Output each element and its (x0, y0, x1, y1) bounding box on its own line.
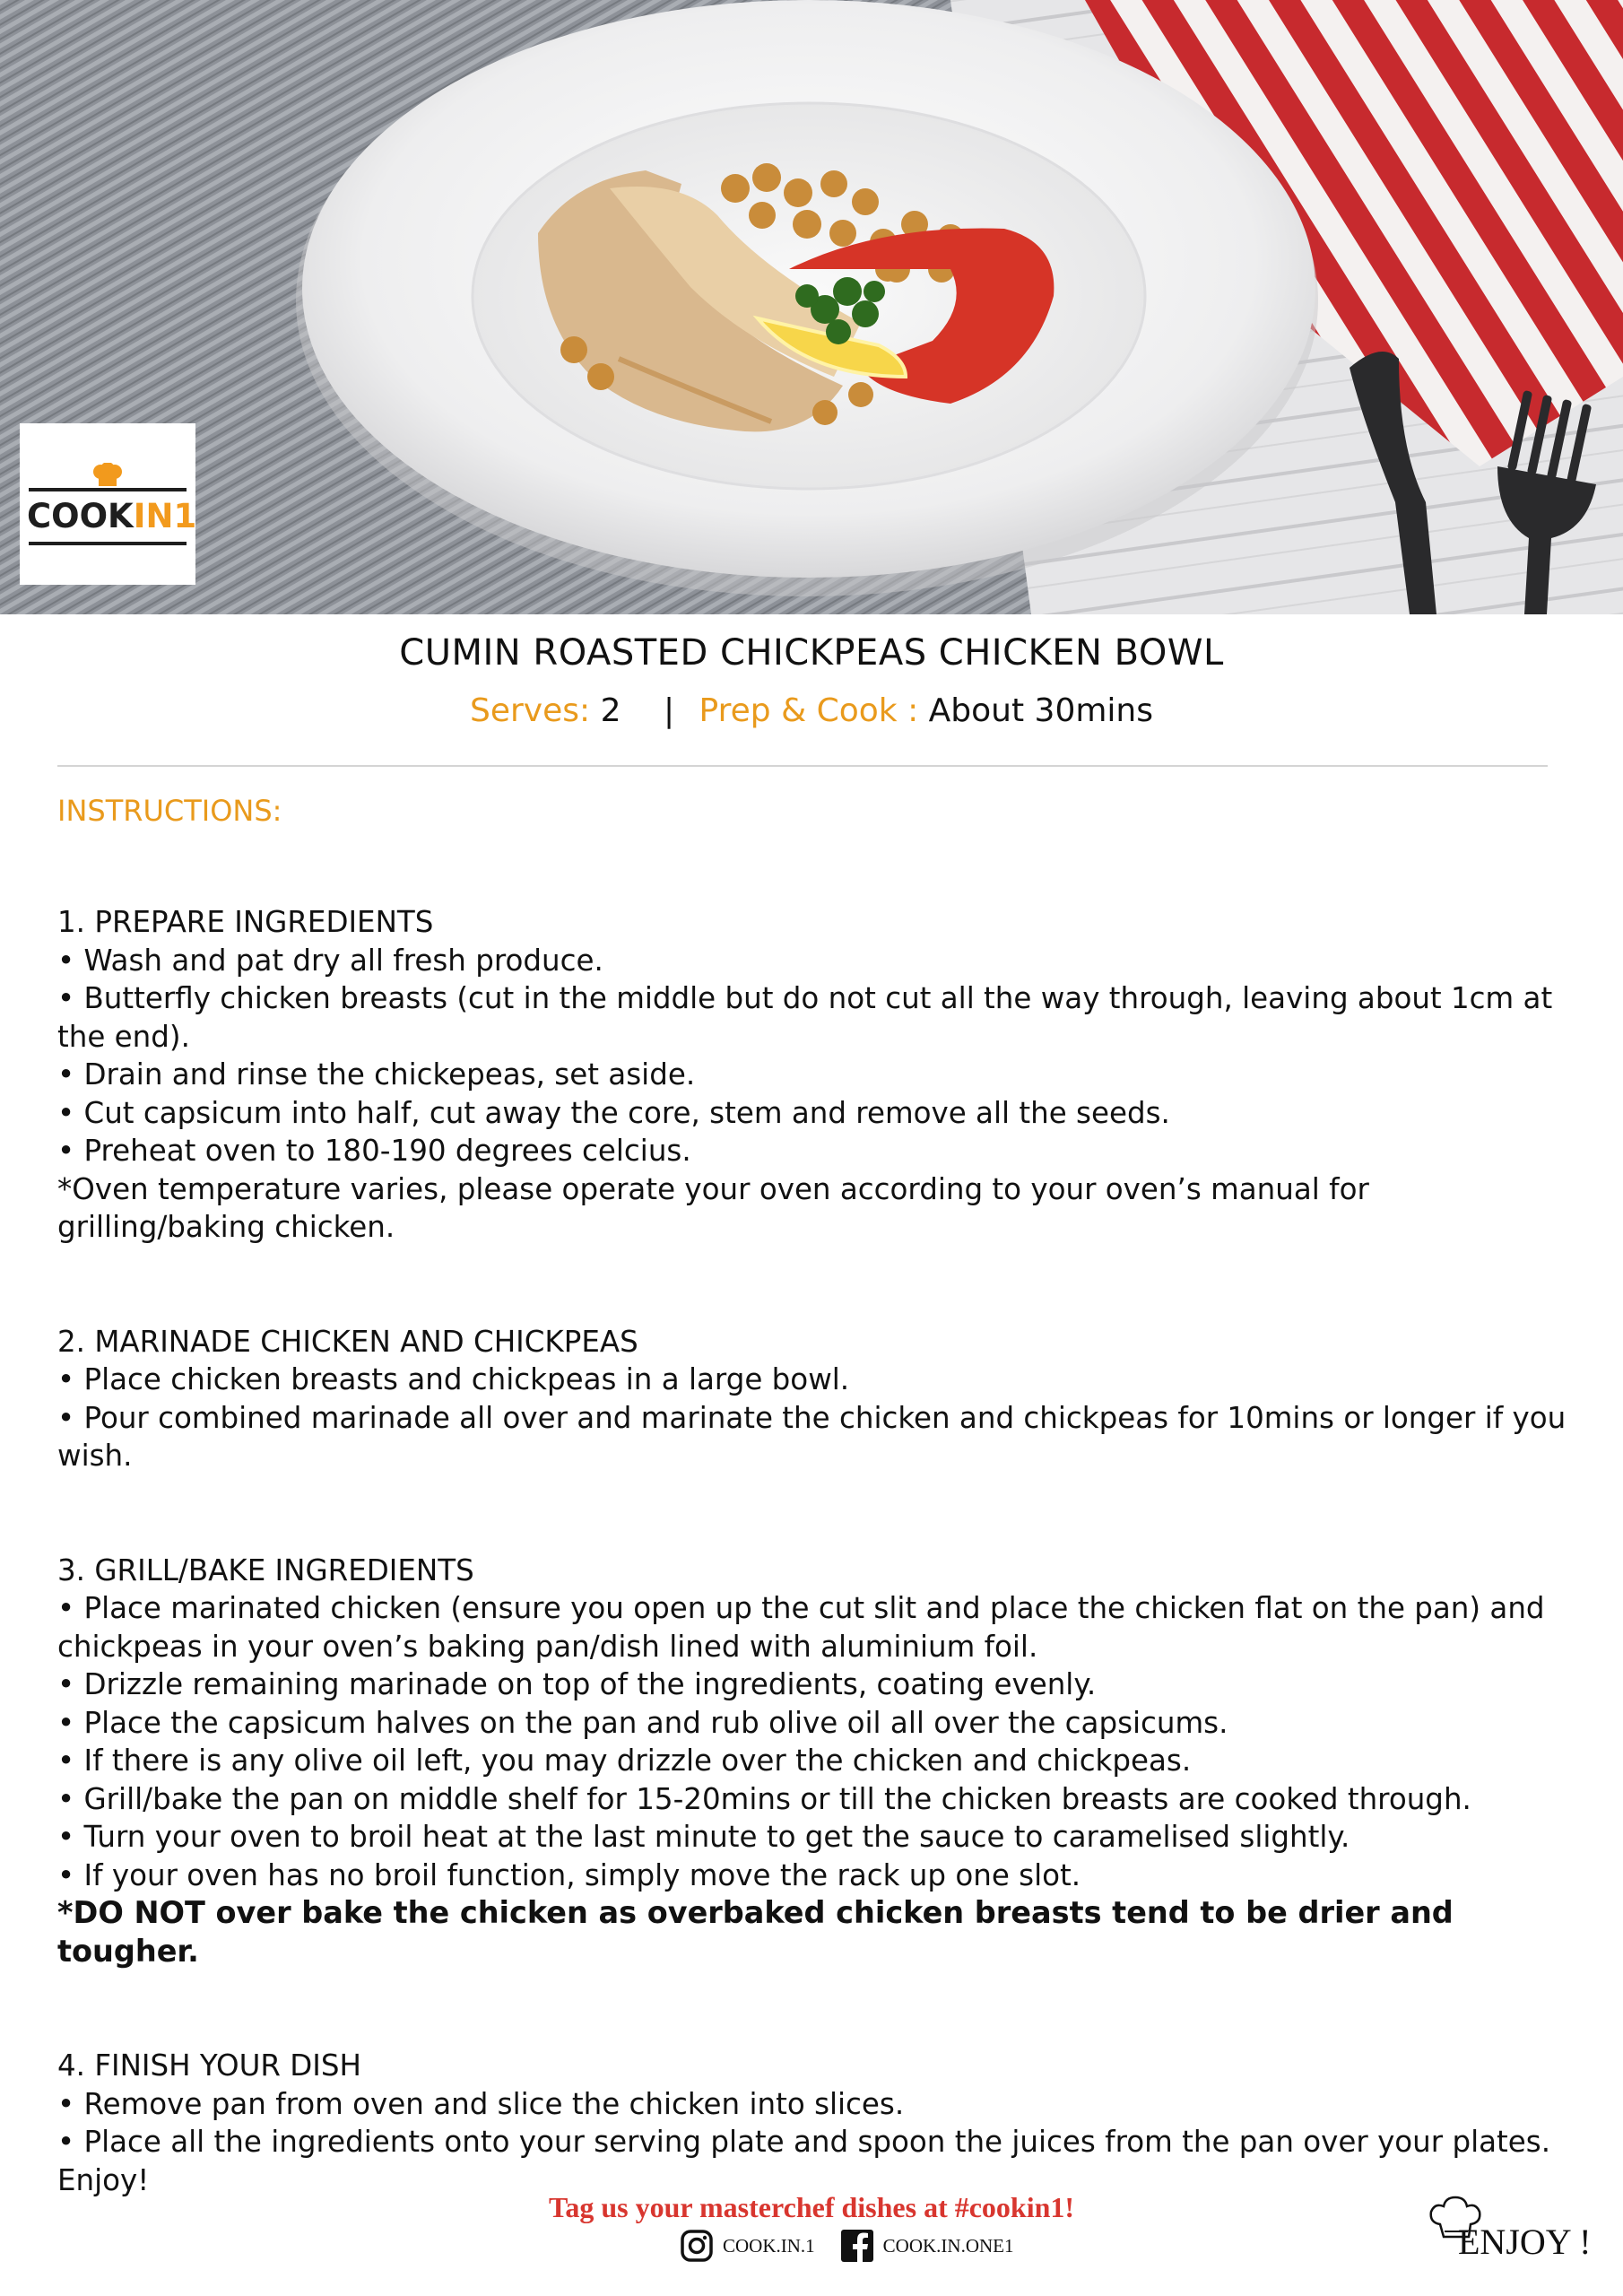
cookin1-logo (20, 423, 195, 585)
time-label: Prep & Cook : (699, 692, 919, 729)
step-line: • Cut capsicum into half, cut away the core, stem and remove all the seeds. (57, 1095, 1170, 1130)
step-line: • Grill/bake the pan on middle shelf for 15-20mins or till the chicken breasts are cooked through. (57, 1781, 1471, 1816)
warning-note: *DO NOT over bake the chicken as overbaked chicken breasts tend to be drier and tougher. (57, 1895, 1454, 1969)
step-note: *Oven temperature varies, please operate your oven according to your oven’s manual for grilling/baking chicken. (57, 1171, 1369, 1244)
step-line: • Butterfly chicken breasts (cut in the middle but do not cut all the way through, leaving about 1cm at the end). (57, 981, 1553, 1054)
step-line: • Remove pan from oven and slice the chicken into slices. (57, 2086, 905, 2121)
meta-separator: | (663, 692, 675, 729)
instructions-body (57, 903, 1582, 2199)
step-heading: 4. FINISH YOUR DISH (57, 2048, 361, 2083)
recipe-meta (0, 692, 1623, 729)
step-line: • Turn your oven to broil heat at the last minute to get the sauce to caramelised slightly. (57, 1820, 1350, 1854)
tagline: Tag us your masterchef dishes at #cookin1! (548, 2191, 1075, 2223)
enjoy-badge (1419, 2194, 1598, 2266)
divider (57, 765, 1548, 767)
instagram-icon (680, 2229, 714, 2263)
facebook-handle: COOK.IN.ONE1 (882, 2234, 1014, 2257)
step-line: • If there is any olive oil left, you may drizzle over the chicken and chickpeas. (57, 1744, 1192, 1778)
step-line: • Drain and rinse the chickepeas, set aside. (57, 1057, 696, 1091)
step-line: • Place marinated chicken (ensure you open up the cut slit and place the chicken flat on the pan) and chickpeas in your oven’s baking pan/dish lined with aluminium foil. (57, 1591, 1545, 1664)
instagram-handle: COOK.IN.1 (723, 2234, 815, 2257)
step-line: • Preheat oven to 180-190 degrees celcius. (57, 1134, 691, 1168)
serves-label: Serves: (470, 692, 591, 729)
step-heading: 1. PREPARE INGREDIENTS (57, 905, 434, 939)
step-line: • Place all the ingredients onto your serving plate and spoon the juices from the pan over your plates. Enjoy! (57, 2125, 1551, 2197)
step-line: • Place chicken breasts and chickpeas in a large bowl. (57, 1362, 850, 1396)
facebook-icon (840, 2229, 874, 2263)
step-line: • Place the capsicum halves on the pan and rub olive oil all over the capsicums. (57, 1705, 1228, 1740)
enjoy-text: ENJOY ! (1458, 2222, 1592, 2262)
chef-hat-icon (91, 463, 124, 490)
step-section (57, 1552, 1582, 1971)
logo-bottom-bar (29, 542, 187, 545)
time-value: About 30mins (928, 692, 1153, 729)
step-line: • Drizzle remaining marinade on top of the ingredients, coating evenly. (57, 1667, 1097, 1701)
step-section (57, 2047, 1582, 2199)
logo-wordmark: COOKIN1 (27, 497, 197, 535)
step-heading: 3. GRILL/BAKE INGREDIENTS (57, 1552, 474, 1587)
social-links (680, 2226, 1039, 2266)
hero-photo (0, 0, 1623, 614)
instructions-heading: INSTRUCTIONS: (57, 794, 282, 828)
recipe-title: CUMIN ROASTED CHICKPEAS CHICKEN BOWL (399, 632, 1224, 674)
step-line: • Wash and pat dry all fresh produce. (57, 943, 603, 978)
food-photo-illustration (0, 0, 1623, 614)
serves-value: 2 (600, 692, 621, 729)
logo-top-bar (29, 488, 187, 491)
step-line: • If your oven has no broil function, simply move the rack up one slot. (57, 1857, 1081, 1892)
step-section (57, 1323, 1582, 1475)
step-section (57, 903, 1582, 1247)
step-heading: 2. MARINADE CHICKEN AND CHICKPEAS (57, 1324, 638, 1359)
step-line: • Pour combined marinade all over and marinate the chicken and chickpeas for 10mins or longer if you wish. (57, 1400, 1567, 1473)
